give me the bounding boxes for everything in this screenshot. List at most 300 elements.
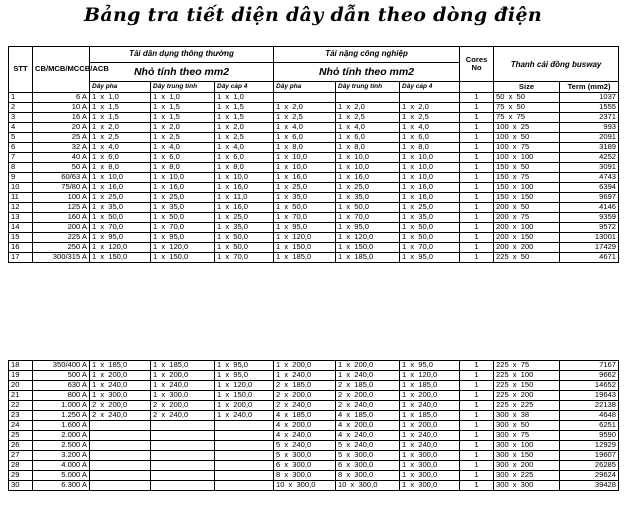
cell-breaker: 60/63 A (33, 173, 90, 183)
cell-stt: 21 (9, 391, 33, 401)
cell-bus-term: 14652 (560, 381, 619, 391)
cell-neutral-ind: 2 x 200,0 (336, 391, 400, 401)
cell-stt: 30 (9, 481, 33, 491)
cell-phase-ind: 1 x 16,0 (274, 173, 336, 183)
cell-bus-term: 26285 (560, 461, 619, 471)
cell-earth-ind: 1 x 120,0 (400, 371, 460, 381)
cell-phase-ind: 1 x 200,0 (274, 361, 336, 371)
cell-cores: 1 (460, 223, 494, 233)
header-industrial-group: Tải nặng công nghiệp (274, 47, 460, 63)
cell-earth-ind: 1 x 185,0 (400, 411, 460, 421)
cell-bus-size: 225 x 100 (494, 371, 560, 381)
cell-cores: 1 (460, 183, 494, 193)
header-civil-group: Tải dân dụng thông thường (90, 47, 274, 63)
cell-neutral-ind: 1 x 35,0 (336, 193, 400, 203)
cell-breaker: 250 A (33, 243, 90, 253)
cell-cores: 1 (460, 361, 494, 371)
cell-cores: 1 (460, 401, 494, 411)
cell-bus-term: 3091 (560, 163, 619, 173)
cell-bus-size: 225 x 200 (494, 391, 560, 401)
table-row (9, 213, 619, 223)
cell-phase: 1 x 240,0 (90, 381, 151, 391)
cell-earth-ind: 1 x 10,0 (400, 153, 460, 163)
table-row (9, 411, 619, 421)
cell-bus-term: 13001 (560, 233, 619, 243)
cell-neutral-ind: 10 x 300,0 (336, 481, 400, 491)
table-row (9, 451, 619, 461)
cable-table-bottom (8, 360, 619, 491)
cell-earth: 1 x 2,5 (215, 133, 274, 143)
cell-cores: 1 (460, 203, 494, 213)
cell-bus-term: 4252 (560, 153, 619, 163)
cell-bus-size: 75 x 50 (494, 103, 560, 113)
cell-earth (215, 481, 274, 491)
cell-bus-size: 150 x 50 (494, 163, 560, 173)
cable-table-top (8, 46, 619, 263)
cell-neutral: 1 x 200,0 (151, 371, 215, 381)
cell-phase: 1 x 4,0 (90, 143, 151, 153)
cell-bus-size: 150 x 100 (494, 183, 560, 193)
cell-bus-term: 4671 (560, 253, 619, 263)
cell-earth-ind: 1 x 16,0 (400, 193, 460, 203)
cell-bus-term: 1037 (560, 93, 619, 103)
cell-phase-ind: 1 x 4,0 (274, 123, 336, 133)
cell-neutral: 1 x 50,0 (151, 213, 215, 223)
table-row (9, 371, 619, 381)
cell-earth: 1 x 4,0 (215, 143, 274, 153)
cell-bus-size: 50 x 50 (494, 93, 560, 103)
cell-phase-ind: 5 x 300,0 (274, 451, 336, 461)
cell-earth-ind: 1 x 8,0 (400, 143, 460, 153)
cell-breaker: 160 A (33, 213, 90, 223)
cell-bus-term: 4648 (560, 411, 619, 421)
cell-breaker: 2.000 A (33, 431, 90, 441)
cell-earth-ind: 1 x 240,0 (400, 401, 460, 411)
cell-cores: 1 (460, 381, 494, 391)
cell-cores: 1 (460, 481, 494, 491)
cell-neutral-ind: 1 x 240,0 (336, 371, 400, 381)
cell-phase: 1 x 25,0 (90, 193, 151, 203)
cell-stt: 23 (9, 411, 33, 421)
cell-stt: 8 (9, 163, 33, 173)
cell-phase (90, 441, 151, 451)
cell-breaker: 200 A (33, 223, 90, 233)
cell-breaker: 5.000 A (33, 471, 90, 481)
cell-earth-ind: 1 x 50,0 (400, 223, 460, 233)
cell-neutral-ind: 4 x 200,0 (336, 421, 400, 431)
cell-neutral: 1 x 2,0 (151, 123, 215, 133)
table-row (9, 173, 619, 183)
cell-bus-term: 12929 (560, 441, 619, 451)
cell-neutral (151, 431, 215, 441)
cell-phase-ind: 2 x 200,0 (274, 391, 336, 401)
cell-breaker: 4.000 A (33, 461, 90, 471)
table-row (9, 253, 619, 263)
cell-earth (215, 431, 274, 441)
cell-neutral (151, 441, 215, 451)
cell-earth: 1 x 2,0 (215, 123, 274, 133)
cell-bus-size: 150 x 75 (494, 173, 560, 183)
cell-phase-ind: 5 x 240,0 (274, 441, 336, 451)
cell-earth: 1 x 35,0 (215, 223, 274, 233)
cell-stt: 11 (9, 193, 33, 203)
table-row (9, 133, 619, 143)
table-row (9, 391, 619, 401)
header-neutral: Dây trung tính (151, 82, 215, 93)
cell-earth-ind: 1 x 16,0 (400, 183, 460, 193)
table-row (9, 243, 619, 253)
cell-stt: 7 (9, 153, 33, 163)
cell-bus-term: 2371 (560, 113, 619, 123)
cell-bus-term: 29624 (560, 471, 619, 481)
cell-bus-size: 300 x 50 (494, 421, 560, 431)
cell-phase: 1 x 150,0 (90, 253, 151, 263)
cell-neutral-ind: 4 x 240,0 (336, 431, 400, 441)
cell-cores: 1 (460, 253, 494, 263)
cell-breaker: 125 A (33, 203, 90, 213)
cell-stt: 3 (9, 113, 33, 123)
cell-earth-ind: 1 x 10,0 (400, 163, 460, 173)
cell-cores: 1 (460, 143, 494, 153)
cell-neutral-ind: 8 x 300,0 (336, 471, 400, 481)
cell-phase-ind: 6 x 300,0 (274, 461, 336, 471)
cell-breaker: 1.600 A (33, 421, 90, 431)
cell-bus-size: 100 x 50 (494, 133, 560, 143)
cell-neutral: 2 x 200,0 (151, 401, 215, 411)
cell-bus-term: 9697 (560, 193, 619, 203)
table-row (9, 93, 619, 103)
cell-bus-term: 22138 (560, 401, 619, 411)
cell-stt: 29 (9, 471, 33, 481)
cell-bus-size: 200 x 50 (494, 203, 560, 213)
cell-earth-ind: 1 x 6,0 (400, 133, 460, 143)
cell-earth: 1 x 1,5 (215, 113, 274, 123)
cell-phase-ind: 1 x 35,0 (274, 193, 336, 203)
cell-bus-size: 300 x 200 (494, 461, 560, 471)
cell-earth-ind: 1 x 95,0 (400, 361, 460, 371)
header-busway: Thanh cái đồng busway (494, 47, 619, 82)
cell-cores: 1 (460, 391, 494, 401)
cell-bus-term: 19643 (560, 391, 619, 401)
cell-earth-ind: 1 x 35,0 (400, 213, 460, 223)
cell-earth (215, 461, 274, 471)
cell-bus-term: 9662 (560, 371, 619, 381)
cell-neutral: 1 x 70,0 (151, 223, 215, 233)
cell-breaker: 800 A (33, 391, 90, 401)
cell-earth: 1 x 8,0 (215, 163, 274, 173)
cell-earth-ind: 1 x 185,0 (400, 381, 460, 391)
cell-neutral-ind: 2 x 185,0 (336, 381, 400, 391)
cell-neutral-ind: 1 x 150,0 (336, 243, 400, 253)
cell-breaker: 16 A (33, 113, 90, 123)
cell-neutral: 2 x 240,0 (151, 411, 215, 421)
cell-neutral (151, 461, 215, 471)
cell-phase: 1 x 70,0 (90, 223, 151, 233)
cell-neutral: 1 x 16,0 (151, 183, 215, 193)
cell-neutral-ind: 1 x 95,0 (336, 223, 400, 233)
cell-breaker: 10 A (33, 103, 90, 113)
cell-phase: 1 x 10,0 (90, 173, 151, 183)
cell-bus-term: 6251 (560, 421, 619, 431)
cell-stt: 28 (9, 461, 33, 471)
cell-bus-size: 100 x 25 (494, 123, 560, 133)
cell-neutral: 1 x 8,0 (151, 163, 215, 173)
cell-earth: 1 x 150,0 (215, 391, 274, 401)
cell-phase: 1 x 35,0 (90, 203, 151, 213)
cell-neutral (151, 471, 215, 481)
cell-neutral: 1 x 35,0 (151, 203, 215, 213)
cell-neutral: 1 x 1,5 (151, 103, 215, 113)
cell-earth: 1 x 16,0 (215, 183, 274, 193)
cell-neutral-ind: 1 x 10,0 (336, 163, 400, 173)
cell-bus-size: 300 x 300 (494, 481, 560, 491)
cell-breaker: 225 A (33, 233, 90, 243)
cell-neutral: 1 x 4,0 (151, 143, 215, 153)
cell-stt: 16 (9, 243, 33, 253)
cell-phase-ind: 4 x 240,0 (274, 431, 336, 441)
cell-earth-ind: 1 x 200,0 (400, 421, 460, 431)
cell-earth: 1 x 95,0 (215, 361, 274, 371)
table-row (9, 481, 619, 491)
header-stt: STT (9, 47, 33, 93)
cell-stt: 18 (9, 361, 33, 371)
header-term: Term (mm2) (560, 82, 619, 93)
cell-neutral-ind: 1 x 50,0 (336, 203, 400, 213)
cell-cores: 1 (460, 441, 494, 451)
cell-neutral: 1 x 1,0 (151, 93, 215, 103)
cell-phase-ind: 4 x 200,0 (274, 421, 336, 431)
cell-neutral: 1 x 150,0 (151, 253, 215, 263)
cell-cores: 1 (460, 471, 494, 481)
cell-earth-ind: 1 x 240,0 (400, 431, 460, 441)
cell-bus-term: 1555 (560, 103, 619, 113)
cell-cores: 1 (460, 113, 494, 123)
cell-earth: 1 x 25,0 (215, 213, 274, 223)
cell-cores: 1 (460, 213, 494, 223)
cell-neutral: 1 x 300,0 (151, 391, 215, 401)
cell-neutral: 1 x 25,0 (151, 193, 215, 203)
cell-breaker: 3.200 A (33, 451, 90, 461)
cell-earth: 1 x 11,0 (215, 193, 274, 203)
cell-phase: 1 x 1,0 (90, 93, 151, 103)
cell-neutral: 1 x 95,0 (151, 233, 215, 243)
cell-earth (215, 421, 274, 431)
cell-neutral-ind: 1 x 4,0 (336, 123, 400, 133)
table-row (9, 421, 619, 431)
cell-phase: 1 x 2,5 (90, 133, 151, 143)
cell-earth: 1 x 10,0 (215, 173, 274, 183)
header-neutral-ind: Dây trung tính (336, 82, 400, 93)
cell-phase-ind: 1 x 8,0 (274, 143, 336, 153)
cell-breaker: 25 A (33, 133, 90, 143)
cell-bus-size: 200 x 100 (494, 223, 560, 233)
cell-phase: 1 x 1,5 (90, 103, 151, 113)
cell-cores: 1 (460, 371, 494, 381)
cell-bus-term: 993 (560, 123, 619, 133)
cell-neutral-ind: 1 x 2,0 (336, 103, 400, 113)
cell-phase: 1 x 300,0 (90, 391, 151, 401)
cell-phase (90, 431, 151, 441)
cell-phase-ind: 8 x 300,0 (274, 471, 336, 481)
cell-phase (90, 471, 151, 481)
cell-stt: 2 (9, 103, 33, 113)
cell-bus-term: 4146 (560, 203, 619, 213)
table-row (9, 401, 619, 411)
cell-stt: 6 (9, 143, 33, 153)
cell-phase-ind: 2 x 185,0 (274, 381, 336, 391)
cell-earth-ind: 1 x 2,5 (400, 113, 460, 123)
cell-neutral-ind: 5 x 300,0 (336, 451, 400, 461)
cell-earth (215, 471, 274, 481)
cell-bus-size: 75 x 75 (494, 113, 560, 123)
cell-phase-ind: 2 x 240,0 (274, 401, 336, 411)
cell-phase: 1 x 8,0 (90, 163, 151, 173)
cell-breaker: 500 A (33, 371, 90, 381)
cell-neutral-ind: 1 x 185,0 (336, 253, 400, 263)
cell-bus-size: 300 x 225 (494, 471, 560, 481)
cell-bus-size: 200 x 150 (494, 233, 560, 243)
cell-bus-term: 7167 (560, 361, 619, 371)
cell-phase (90, 451, 151, 461)
cell-earth-ind: 1 x 300,0 (400, 461, 460, 471)
cell-phase-ind: 1 x 10,0 (274, 163, 336, 173)
cell-phase-ind: 1 x 50,0 (274, 203, 336, 213)
cell-cores: 1 (460, 123, 494, 133)
header-earth: Dây cáp 4 (215, 82, 274, 93)
table-row (9, 163, 619, 173)
cell-phase: 1 x 50,0 (90, 213, 151, 223)
cell-earth: 1 x 16,0 (215, 203, 274, 213)
table-row (9, 143, 619, 153)
cell-breaker: 630 A (33, 381, 90, 391)
cell-stt: 5 (9, 133, 33, 143)
cell-breaker: 1.250 A (33, 411, 90, 421)
cell-bus-size: 300 x 150 (494, 451, 560, 461)
cell-earth-ind: 1 x 4,0 (400, 123, 460, 133)
cell-earth: 1 x 6,0 (215, 153, 274, 163)
cell-phase-ind: 1 x 70,0 (274, 213, 336, 223)
table-row (9, 123, 619, 133)
cell-neutral-ind: 1 x 16,0 (336, 173, 400, 183)
cell-earth: 1 x 50,0 (215, 243, 274, 253)
cell-earth (215, 451, 274, 461)
cell-phase-ind: 1 x 10,0 (274, 153, 336, 163)
cell-cores: 1 (460, 421, 494, 431)
cell-earth-ind: 1 x 50,0 (400, 233, 460, 243)
cell-neutral-ind: 1 x 10,0 (336, 153, 400, 163)
cell-phase (90, 421, 151, 431)
cell-cores: 1 (460, 163, 494, 173)
cell-phase-ind: 1 x 240,0 (274, 371, 336, 381)
cell-earth-ind: 1 x 95,0 (400, 253, 460, 263)
cell-phase-ind: 1 x 150,0 (274, 243, 336, 253)
cell-cores: 1 (460, 93, 494, 103)
cell-cores: 1 (460, 451, 494, 461)
cell-bus-size: 225 x 150 (494, 381, 560, 391)
cell-bus-term: 2091 (560, 133, 619, 143)
table-row (9, 103, 619, 113)
header-cb: CB/MCB/MCCB/ACB (33, 47, 90, 93)
cell-phase (90, 481, 151, 491)
cell-breaker: 20 A (33, 123, 90, 133)
cell-bus-size: 300 x 38 (494, 411, 560, 421)
cell-phase (90, 461, 151, 471)
cell-breaker: 300/315 A (33, 253, 90, 263)
cell-breaker: 1.000 A (33, 401, 90, 411)
cell-phase: 1 x 16,0 (90, 183, 151, 193)
cell-cores: 1 (460, 193, 494, 203)
cell-phase: 2 x 240,0 (90, 411, 151, 421)
cell-earth-ind: 1 x 10,0 (400, 173, 460, 183)
cell-neutral (151, 451, 215, 461)
cell-earth-ind: 1 x 2,0 (400, 103, 460, 113)
cell-earth-ind: 1 x 300,0 (400, 471, 460, 481)
cell-stt: 22 (9, 401, 33, 411)
cell-phase: 1 x 185,0 (90, 361, 151, 371)
cell-breaker: 6 A (33, 93, 90, 103)
cell-bus-term: 9359 (560, 213, 619, 223)
cell-stt: 4 (9, 123, 33, 133)
cell-breaker: 6.300 A (33, 481, 90, 491)
cell-neutral: 1 x 6,0 (151, 153, 215, 163)
cell-cores: 1 (460, 153, 494, 163)
table-row (9, 361, 619, 371)
cell-neutral: 1 x 2,5 (151, 133, 215, 143)
cell-phase-ind: 1 x 6,0 (274, 133, 336, 143)
cell-neutral: 1 x 185,0 (151, 361, 215, 371)
header-phase: Dây pha (90, 82, 151, 93)
cell-phase: 1 x 95,0 (90, 233, 151, 243)
cell-bus-size: 225 x 75 (494, 361, 560, 371)
cell-stt: 17 (9, 253, 33, 263)
cell-neutral-ind: 1 x 2,5 (336, 113, 400, 123)
cell-neutral-ind: 6 x 300,0 (336, 461, 400, 471)
cell-stt: 14 (9, 223, 33, 233)
cell-phase-ind: 4 x 185,0 (274, 411, 336, 421)
cell-phase: 1 x 6,0 (90, 153, 151, 163)
cell-stt: 25 (9, 431, 33, 441)
cell-stt: 13 (9, 213, 33, 223)
cell-neutral-ind: 2 x 240,0 (336, 401, 400, 411)
cell-phase-ind: 1 x 185,0 (274, 253, 336, 263)
cell-bus-size: 100 x 75 (494, 143, 560, 153)
cell-neutral: 1 x 120,0 (151, 243, 215, 253)
table-row (9, 193, 619, 203)
table-row (9, 461, 619, 471)
cell-breaker: 350/400 A (33, 361, 90, 371)
table-row (9, 183, 619, 193)
header-civil-sub: Nhỏ tính theo mm2 (90, 63, 274, 82)
cell-earth-ind: 1 x 25,0 (400, 203, 460, 213)
cell-phase: 1 x 2,0 (90, 123, 151, 133)
cell-cores: 1 (460, 103, 494, 113)
cell-earth (215, 441, 274, 451)
cell-phase: 1 x 200,0 (90, 371, 151, 381)
cell-cores: 1 (460, 243, 494, 253)
cell-earth: 1 x 70,0 (215, 253, 274, 263)
table-row (9, 441, 619, 451)
cell-neutral-ind: 1 x 25,0 (336, 183, 400, 193)
header-size: Size (494, 82, 560, 93)
cell-phase-ind (274, 93, 336, 103)
page-title: Bảng tra tiết diện dây dẫn theo dòng điện (84, 4, 542, 26)
cell-stt: 27 (9, 451, 33, 461)
cell-earth-ind: 1 x 70,0 (400, 243, 460, 253)
cell-earth-ind: 1 x 240,0 (400, 441, 460, 451)
cell-phase-ind: 1 x 120,0 (274, 233, 336, 243)
cell-bus-term: 3189 (560, 143, 619, 153)
cell-neutral-ind (336, 93, 400, 103)
